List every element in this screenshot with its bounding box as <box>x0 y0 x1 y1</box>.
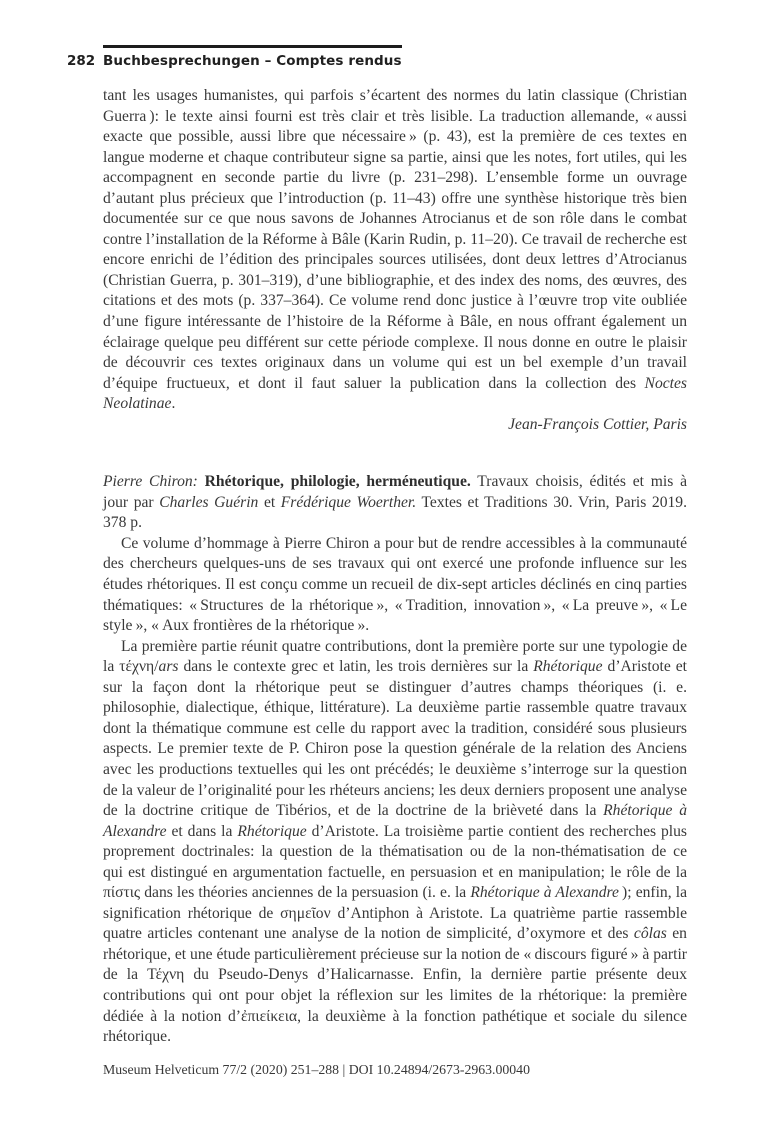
page-body <box>103 86 687 1048</box>
review-cottier-body-text: tant les usages humanistes, qui parfois s’écartent des normes du latin classique (Christian Guerra ): le texte ainsi fourni est très clair et très lisible. La traduction allemande, « aussi exacte que possible, aussi libre que nécessaire » (p. 43), est la première de ces textes en langue moderne et chaque contributeur signe sa partie, ainsi que les notes, fort utiles, qui les accompagnent en seconde partie du livre (p. 231–298). L’ensemble forme un ouvrage d’autant plus précieux que l’introduction (p. 11–43) offre une synthèse historique très bien documentée sur ce que nous savons de Johannes Atrocianus et de son rôle dans le combat contre l’installation de la Réforme à Bâle (Karin Rudin, p. 11–20). Ce travail de recherche est encore enrichi de l’édition des principales sources utilisées, dont deux lettres d’Atrocianus (Christian Guerra, p. 301–319), d’une bibliographie, et des index des noms, des œuvres, des citations et des mots (p. 337–364). Ce volume rend donc justice à l’œuvre trop vite oubliée d’une figure intéressante de l’histoire de la Réforme à Bâle, en nous offrant également un éclairage quelque peu différent sur cette période complexe. Il nous donne en outre le plaisir de découvrir ces textes originaux dans un volume qui est un bel exemple d’un travail d’équipe fructueux, et dont il faut saluer la publication dans la collection des Noctes Neolatinae. <box>103 87 687 413</box>
page-footer <box>103 1062 530 1078</box>
page-header <box>67 45 402 69</box>
review-chiron-heading: Pierre Chiron: Rhétorique, philologie, herméneutique. Travaux choisis, édités et mis à jour par Charles Guérin et Frédérique Woerther. Textes et Traditions 30. Vrin, Paris 2019. 378 p. <box>103 473 687 532</box>
journal-citation-line: Museum Helveticum 77/2 (2020) 251–288 | DOI 10.24894/2673-2963.00040 <box>103 1062 530 1077</box>
header-rule <box>103 45 402 48</box>
running-title: Buchbesprechungen – Comptes rendus <box>103 53 402 69</box>
review-chiron-paragraph-2: La première partie réunit quatre contributions, dont la première porte sur une typologie de la τέχνη/ars dans le contexte grec et latin, les trois dernières sur la Rhétorique d’Aristote et sur la façon dont la rhétorique peut se distinguer d’autres champs théoriques (i. e. philosophie, dialectique, éthique, littérature). La deuxième partie rassemble quatre travaux dont la thématique commune est celle du rapport avec la tradition, considéré sous plusieurs aspects. Le premier texte de P. Chiron pose la question générale de la relation des Anciens avec les productions textuelles qui les ont précédés; le deuxième s’interroge sur la question de la valeur de l’originalité pour les rhéteurs anciens; les deux derniers proposent une analyse de la doctrine critique de Tibérios, et de la doctrine de la brièveté dans la Rhétorique à Alexandre et dans la Rhétorique d’Aristote. La troisième partie contient des recherches plus proprement doctrinales: la question de la thématisation ou de la non-thématisation de ce qui est distingué en argumentation factuelle, en persuasion et en manipulation; le rôle de la πίστις dans les théories anciennes de la persuasion (i. e. la Rhétorique à Alexandre ); enfin, la signification rhétorique de σημεῖον d’Antiphon à Aristote. La quatrième partie rassemble quatre articles contenant une analyse de la notion de simplicité, d’oxymore et des côlas en rhétorique, et une étude particulièrement précieuse sur la notion de « discours figuré » à partir de la Τέχνη du Pseudo-Denys d’Halicarnasse. Enfin, la dernière partie présente deux contributions qui ont pour objet la réflexion sur les limites de la rhétorique: la première dédiée à la notion d’ἐπιείκεια, la deuxième à la fonction pathétique et sociale du silence rhétorique. <box>103 637 688 1046</box>
running-title-block <box>103 45 402 69</box>
reviewer-signature: Jean-François Cottier, Paris <box>508 415 687 433</box>
review-chiron-paragraph-1: Ce volume d’hommage à Pierre Chiron a pour but de rendre accessibles à la communauté des chercheurs quelques-uns de ses travaux qui ont exercé une profonde influence sur les études rhétoriques. Il est conçu comme un recueil de dix-sept articles déclinés en cinq parties thématiques: « Structures de la rhétorique », « Tradition, innovation », « La preuve », « Le style », « Aux frontières de la rhétorique ». <box>103 534 687 635</box>
page-number: 282 <box>67 53 96 69</box>
